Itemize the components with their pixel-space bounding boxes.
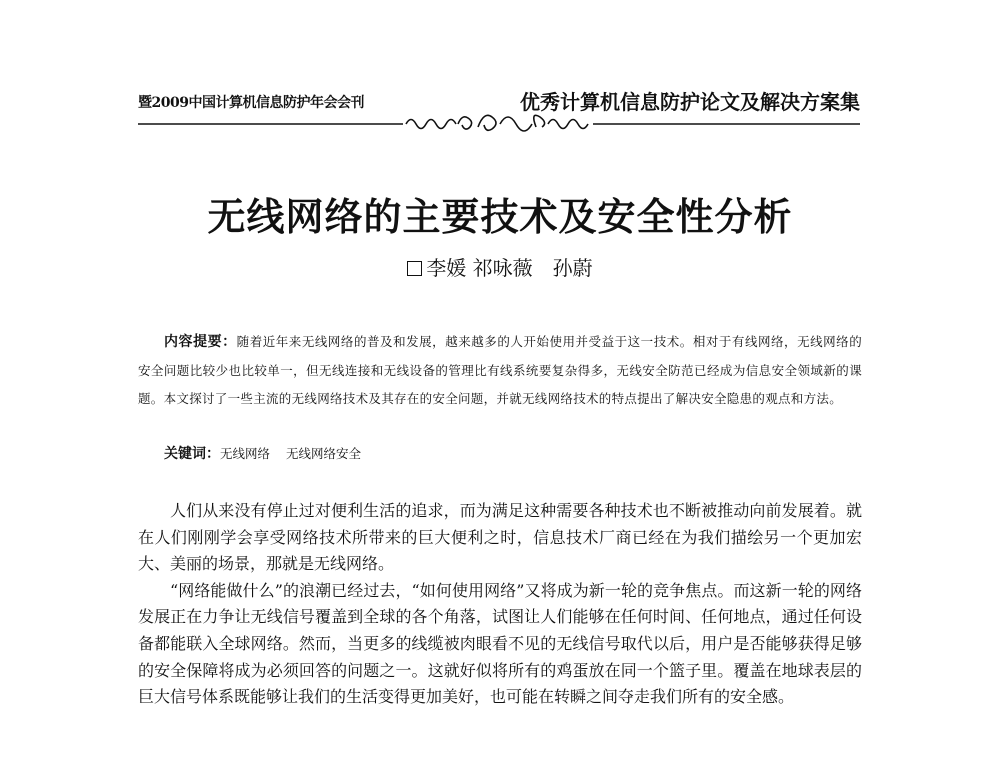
- decorative-rule: [138, 111, 860, 135]
- author-names: 李媛 祁咏薇 孙蔚: [426, 256, 593, 280]
- body-text: [138, 498, 862, 711]
- abstract-text: 随着近年来无线网络的普及和发展，越来越多的人开始使用并受益于这一技术。相对于有线网络，无线网络的安全问题比较少也比较单一，但无线连接和无线设备的管理比有线系统要复杂得多，无线安全防范已经成为信息安全领域新的课题。本文探讨了一些主流的无线网络技术及其存在的安全问题，并就无线网络技术的特点提出了解决安全隐患的观点和方法。: [138, 334, 863, 406]
- running-header-right: 优秀计算机信息防护论文及解决方案集: [520, 90, 860, 114]
- keywords: [164, 443, 377, 463]
- keyword: 无线网络安全: [286, 446, 362, 461]
- abstract-label: 内容提要：: [164, 334, 237, 350]
- abstract: [138, 328, 862, 414]
- author-marker-box: [407, 261, 422, 276]
- keyword: 无线网络: [220, 446, 271, 461]
- body-paragraph: “网络能做什么”的浪潮已经过去，“如何使用网络”又将成为新一轮的竞争焦点。而这新一轮的网络发展正在力争让无线信号覆盖到全球的各个角落，试图让人们能够在任何时间、任何地点，通过任何设备都能联入全球网络。然而，当更多的线缆被肉眼看不见的无线信号取代以后，用户是否能够获得足够的安全保障将成为必须回答的问题之一。这就好似将所有的鸡蛋放在同一个篮子里。覆盖在地球表层的巨大信号体系既能够让我们的生活变得更加美好，也可能在转瞬之间夺走我们所有的安全感。: [138, 580, 862, 707]
- article-title: 无线网络的主要技术及安全性分析: [207, 194, 793, 239]
- article-authors: [0, 252, 1000, 281]
- body-paragraph: 人们从来没有停止过对便利生活的追求，而为满足这种需要各种技术也不断被推动向前发展着。就在人们刚刚学会享受网络技术所带来的巨大便利之时，信息技术厂商已经在为我们描绘另一个更加宏大、美丽的场景，那就是无线网络。: [138, 501, 862, 574]
- running-header-left: 暨2009中国计算机信息防护年会会刊: [138, 95, 364, 111]
- keywords-label: 关键词：: [164, 446, 220, 462]
